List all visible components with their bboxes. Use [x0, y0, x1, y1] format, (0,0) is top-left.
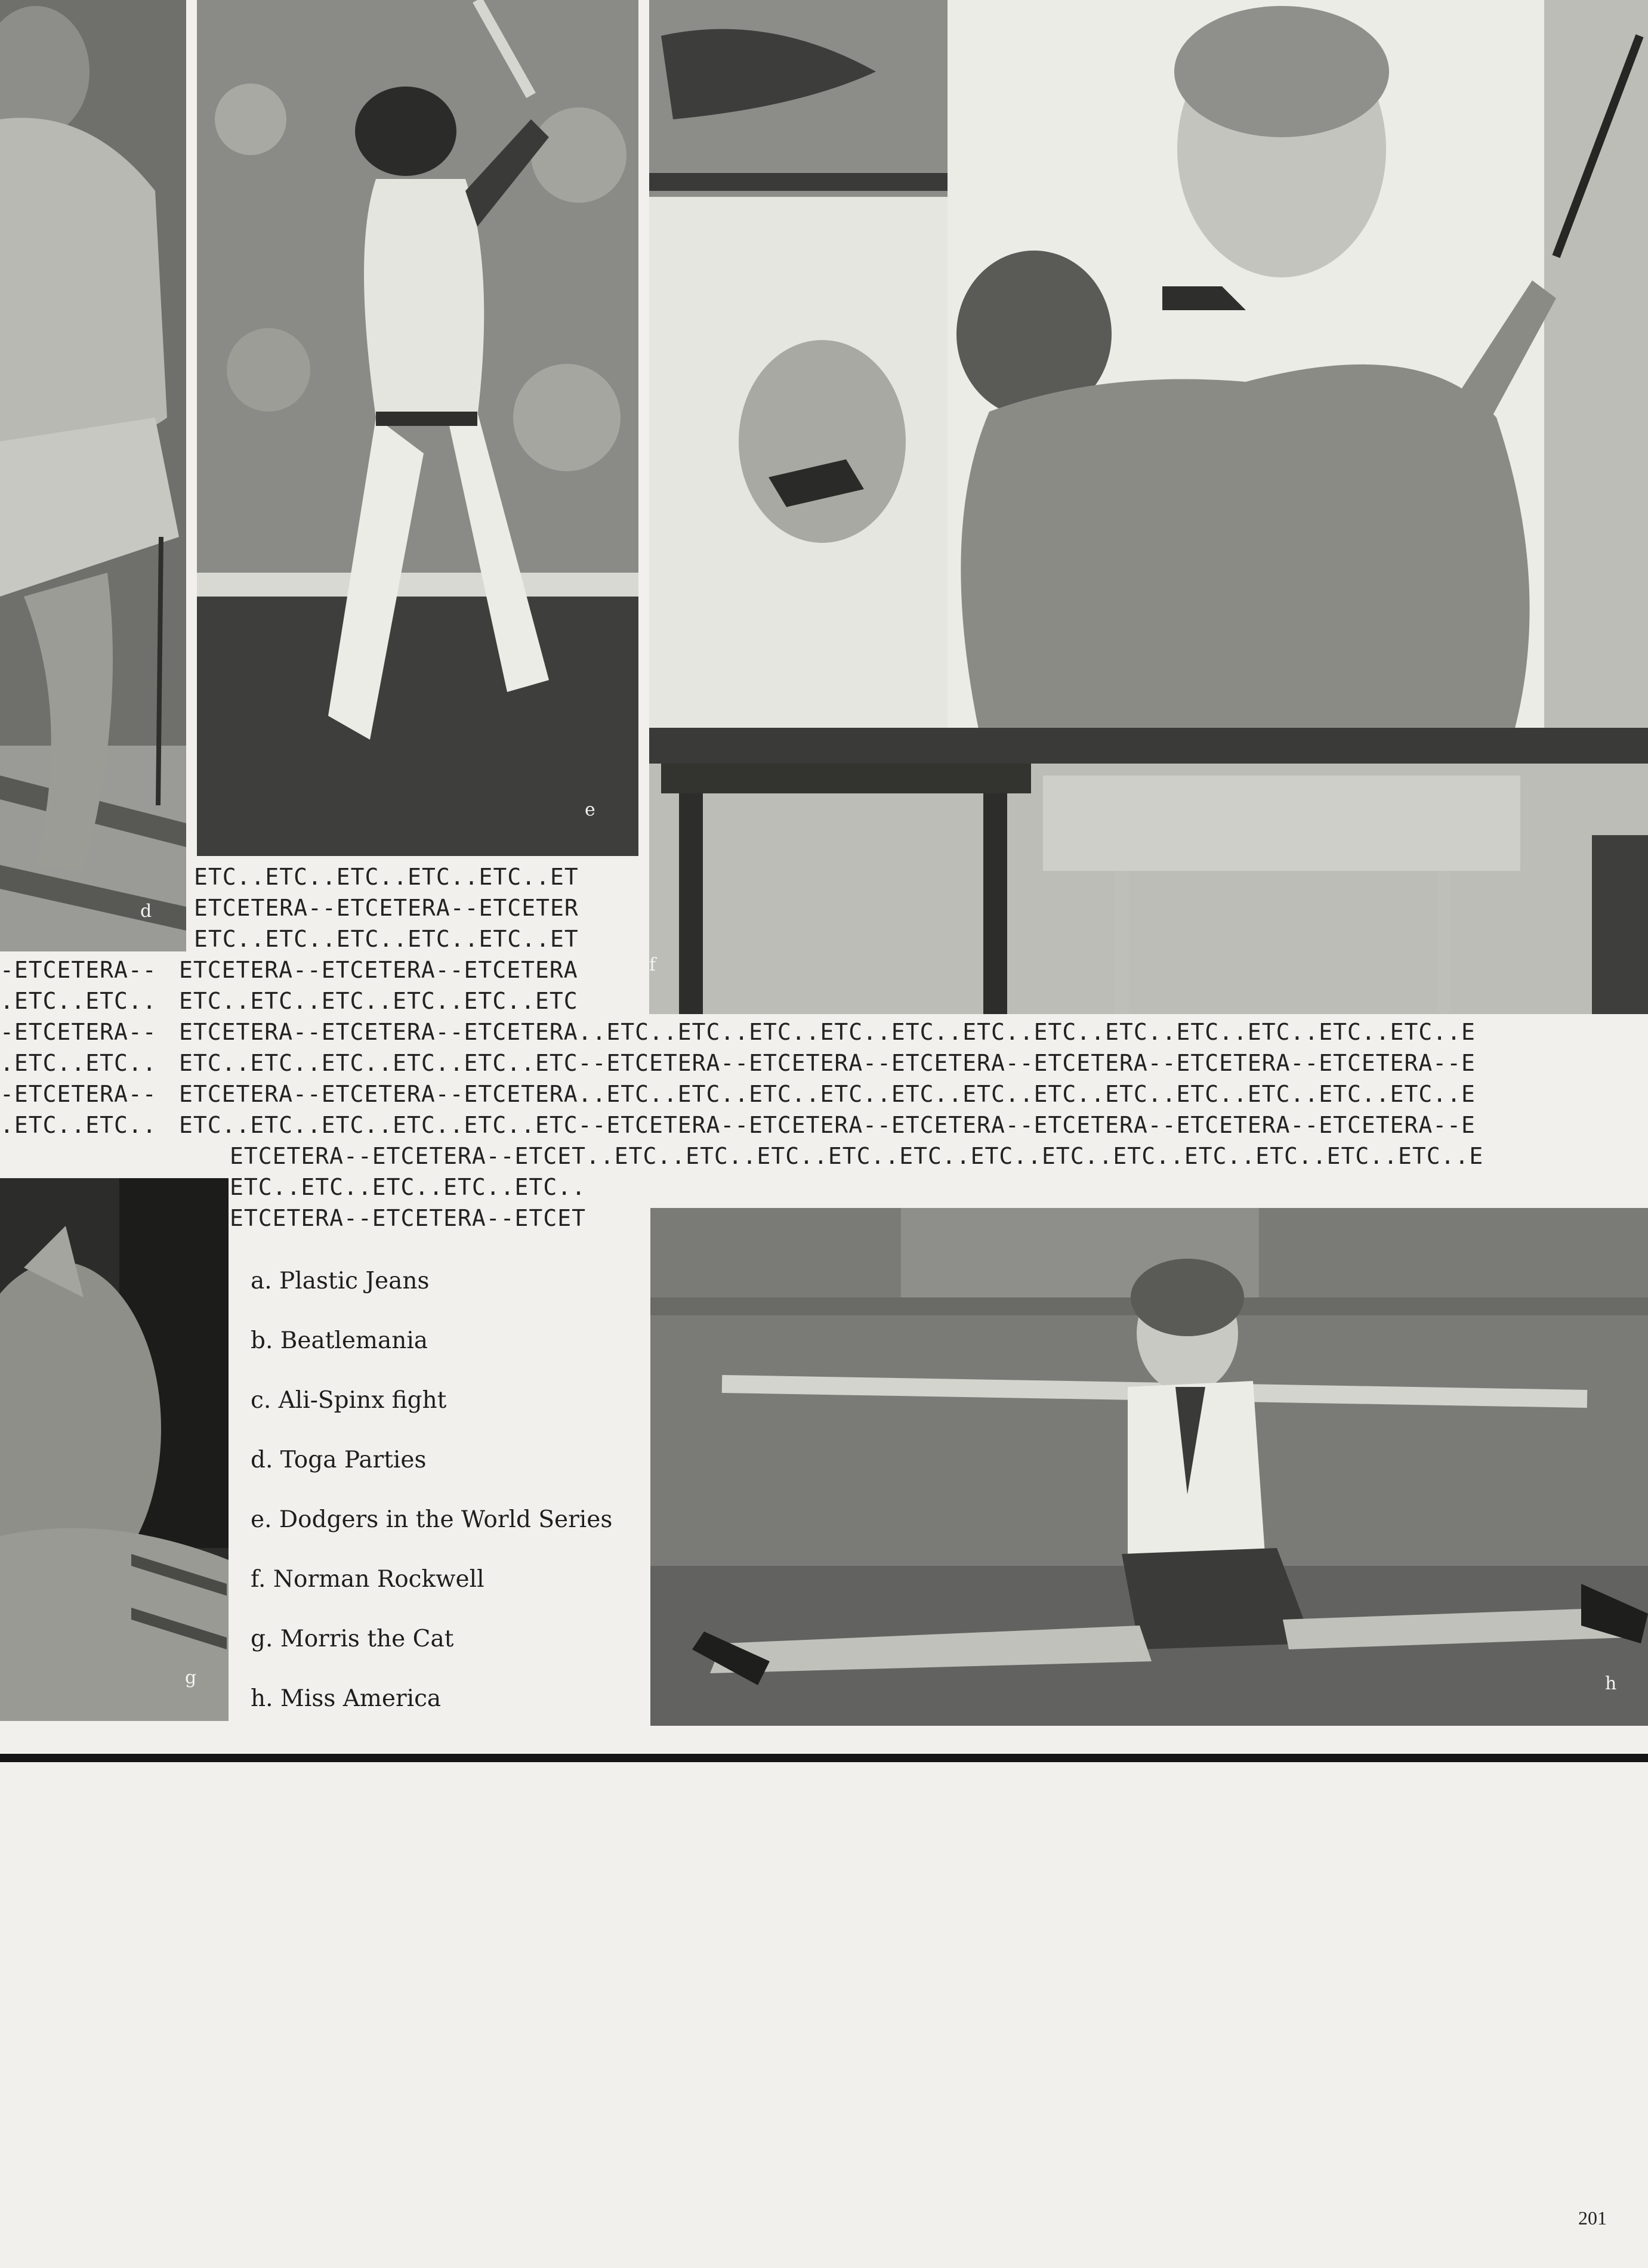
legend-item-f: f. Norman Rockwell: [251, 1566, 484, 1593]
etc-lower-line-2: ETC..ETC..ETC..ETC..ETC..: [230, 1174, 586, 1200]
etc-left-line-6: .ETC..ETC..: [0, 1112, 157, 1138]
photo-legend: [251, 1257, 632, 1735]
photo-d-toga-party: [0, 0, 186, 951]
etc-lower-line-1: ETCETERA--ETCETERA--ETCET..ETC..ETC..ETC..ETC..ETC..ETC..ETC..ETC..ETC..ETC..ETC..ETC..E: [230, 1143, 1484, 1169]
photo-e-image: [197, 0, 638, 856]
etc-lower-line-3: ETCETERA--ETCETERA--ETCET: [230, 1205, 586, 1231]
legend-item-g: g. Morris the Cat: [251, 1626, 454, 1652]
etc-left-line-4: .ETC..ETC..: [0, 1050, 157, 1076]
legend-item-a: a. Plastic Jeans: [251, 1268, 430, 1294]
etc-upper-line-1: ETC..ETC..ETC..ETC..ETC..ET: [194, 864, 579, 890]
etc-main-line-4: ETC..ETC..ETC..ETC..ETC..ETC--ETCETERA--ETCETERA--ETCETERA--ETCETERA--ETCETERA--ETCETERA--E: [179, 1050, 1476, 1076]
legend-item-h: h. Miss America: [251, 1685, 442, 1712]
photo-d-image: [0, 0, 186, 951]
photo-d-letter: d: [140, 901, 152, 922]
etc-left-line-3: -ETCETERA--: [0, 1019, 157, 1045]
photo-f-letter: f: [649, 954, 656, 975]
photo-g-image: [0, 1178, 229, 1721]
etc-main-line-3: ETCETERA--ETCETERA--ETCETERA..ETC..ETC..ETC..ETC..ETC..ETC..ETC..ETC..ETC..ETC..ETC..ETC..E: [179, 1019, 1476, 1045]
etc-upper-line-2: ETCETERA--ETCETERA--ETCETER: [194, 895, 579, 921]
etc-main-line-5: ETCETERA--ETCETERA--ETCETERA..ETC..ETC..ETC..ETC..ETC..ETC..ETC..ETC..ETC..ETC..ETC..ETC..E: [179, 1081, 1476, 1107]
etc-main-line-6: ETC..ETC..ETC..ETC..ETC..ETC--ETCETERA--ETCETERA--ETCETERA--ETCETERA--ETCETERA--ETCETERA--E: [179, 1112, 1476, 1138]
photo-h-letter: h: [1605, 1673, 1617, 1694]
section-divider-rule: [0, 1754, 1648, 1762]
photo-g-morris-the-cat: [0, 1178, 229, 1721]
etc-main-line-1: ETCETERA--ETCETERA--ETCETERA: [179, 957, 578, 983]
legend-item-c: c. Ali-Spinx fight: [251, 1387, 447, 1414]
etc-left-line-5: -ETCETERA--: [0, 1081, 157, 1107]
photo-g-letter: g: [185, 1667, 197, 1688]
legend-item-b: b. Beatlemania: [251, 1327, 428, 1354]
photo-e-dodgers: [197, 0, 638, 856]
etc-upper-line-3: ETC..ETC..ETC..ETC..ETC..ET: [194, 926, 579, 952]
photo-h-miss-america: [650, 1208, 1648, 1726]
photo-h-image: [650, 1208, 1648, 1726]
photo-f-image: [649, 0, 1648, 1014]
legend-item-d: d. Toga Parties: [251, 1447, 427, 1473]
etc-main-line-2: ETC..ETC..ETC..ETC..ETC..ETC: [179, 988, 578, 1014]
photo-f-norman-rockwell: [649, 0, 1648, 1014]
page-number: 201: [1578, 2207, 1607, 2229]
etc-left-line-2: .ETC..ETC..: [0, 988, 157, 1014]
photo-e-letter: e: [585, 799, 595, 820]
etc-left-line-1: -ETCETERA--: [0, 957, 157, 983]
legend-item-e: e. Dodgers in the World Series: [251, 1506, 613, 1533]
